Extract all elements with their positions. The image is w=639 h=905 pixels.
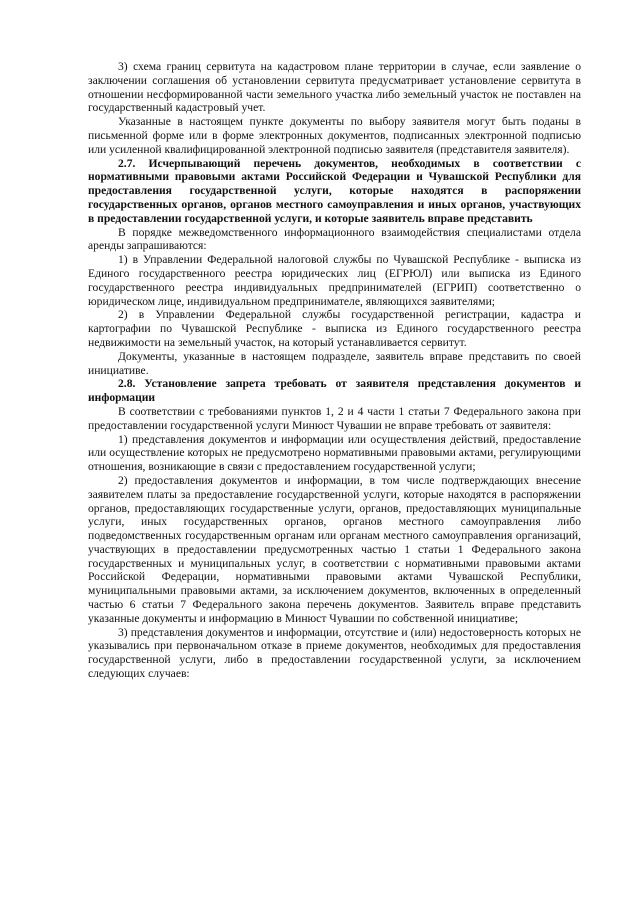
paragraph-servitude-scheme: 3) схема границ сервитута на кадастровом плане территории в случае, если заявление о заключении соглашения об установлении сервитута предусматривает установление сервитута в отношении несформированной части земельного участка либо земельный участок не поставлен на государственный кадастровый учет. bbox=[88, 60, 581, 115]
paragraph-document-form: Указанные в настоящем пункте документы по выбору заявителя могут быть поданы в письменной форме или в форме электронных документов, подписанных электронной подписью или усиленной квалифицированной электронной подписью заявителя (представителя заявителя). bbox=[88, 115, 581, 156]
document-page bbox=[88, 60, 581, 681]
list-item-tax-service: 1) в Управлении Федеральной налоговой службы по Чувашской Республике - выписка из Единого государственного реестра юридических лиц (ЕГРЮЛ) или выписка из Единого государственного реестра индивидуальных предпринимателей (ЕГРИП) соответственно о юридическом лице, индивидуальном предпринимателе, являющихся заявителями; bbox=[88, 253, 581, 308]
paragraph-requirements: В соответствии с требованиями пунктов 1, 2 и 4 части 1 статьи 7 Федерального закона при предоставлении государственной услуги Минюст Чувашии не вправе требовать от заявителя: bbox=[88, 404, 581, 432]
list-item-prohibition-2: 2) предоставления документов и информации, в том числе подтверждающих внесение заявителем платы за предоставление государственной услуги, которые находятся в распоряжении органов, предоставляющих государственные услуги, органов, предоставляющих муниципальные услуги, иных государственных органов, органов местного самоуправления либо подведомственных государственным органам или органам местного самоуправления организаций, участвующих в предоставлении предусмотренных частью 1 статьи 1 Федерального закона государственных и муниципальных услуг, в соответствии с нормативными правовыми актами Российской Федерации, нормативными правовыми актами Чувашской Республики, муниципальными правовыми актами, за исключением документов, включенных в определенный частью 6 статьи 7 Федерального закона перечень документов. Заявитель вправе представить указанные документы и информацию в Минюст Чувашии по собственной инициативе; bbox=[88, 473, 581, 625]
paragraph-own-initiative: Документы, указанные в настоящем подразделе, заявитель вправе представить по своей инициативе. bbox=[88, 349, 581, 377]
paragraph-interagency-request: В порядке межведомственного информационного взаимодействия специалистами отдела аренды запрашиваются: bbox=[88, 225, 581, 253]
list-item-registration-service: 2) в Управлении Федеральной службы государственной регистрации, кадастра и картографии по Чувашской Республике - выписка из Единого государственного реестра недвижимости на земельный участок, на который устанавливается сервитут. bbox=[88, 308, 581, 349]
section-heading-2-7: 2.7. Исчерпывающий перечень документов, необходимых в соответствии с нормативными правовыми актами Российской Федерации и Чувашской Республики для предоставления государственной услуги, которые находятся в распоряжении государственных органов, органов местного самоуправления и иных органов, участвующих в предоставлении государственной услуги, и которые заявитель вправе представить bbox=[88, 156, 581, 225]
list-item-prohibition-1: 1) представления документов и информации или осуществления действий, предоставление или осуществление которых не предусмотрено нормативными правовыми актами, регулирующими отношения, возникающие в связи с предоставлением государственной услуги; bbox=[88, 432, 581, 474]
list-item-prohibition-3: 3) представления документов и информации, отсутствие и (или) недостоверность которых не указывались при первоначальном отказе в приеме документов, необходимых для предоставления государственной услуги, либо в предоставлении государственной услуги, за исключением следующих случаев: bbox=[88, 625, 581, 681]
section-heading-2-8: 2.8. Установление запрета требовать от заявителя представления документов и информации bbox=[88, 377, 581, 405]
